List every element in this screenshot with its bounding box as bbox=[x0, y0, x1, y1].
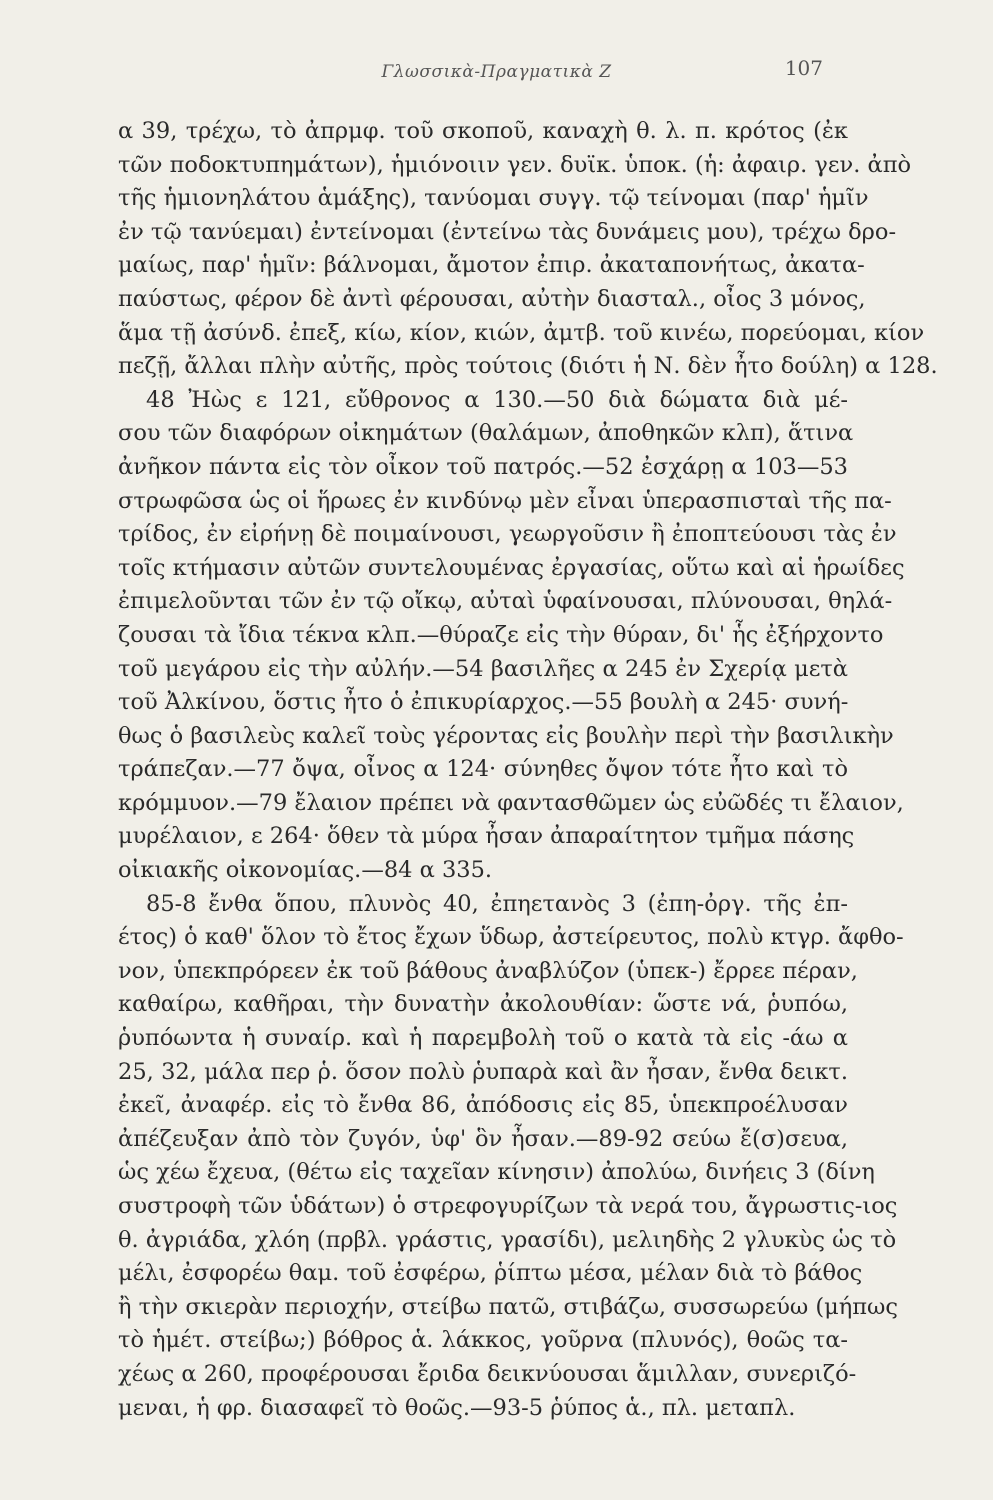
commentary-text bbox=[118, 115, 938, 1425]
text-line: κρόμμυον.—79 ἔλαιον πρέπει νὰ φαντασθῶμεν ὡς εὐῶδές τι ἔλαιον, bbox=[118, 789, 904, 816]
text-line: τρίδος, ἐν εἰρήνῃ δὲ ποιμαίνουσι, γεωργοῦσιν ἢ ἐποπτεύουσι τὰς ἐν bbox=[118, 521, 897, 548]
text-line: σου τῶν διαφόρων οἰκημάτων (θαλάμων, ἀποθηκῶν κλπ), ἅτινα bbox=[118, 420, 854, 447]
running-title: Γλωσσικὰ-Πραγματικὰ Ζ bbox=[381, 62, 612, 82]
text-line: θως ὁ βασιλεὺς καλεῖ τοὺς γέροντας εἰς βουλὴν περὶ τὴν βασιλικὴν bbox=[118, 722, 894, 749]
text-line: τράπεζαν.—77 ὄψα, οἶνος α 124· σύνηθες ὄψον τότε ἦτο καὶ τὸ bbox=[118, 756, 848, 783]
text-line: στρωφῶσα ὡς οἱ ἥρωες ἐν κινδύνῳ μὲν εἶναι ὑπερασπισταὶ τῆς πα- bbox=[118, 487, 892, 514]
text-line: ἐν τῷ τανύεμαι) ἐντείνομαι (ἐντείνω τὰς δυνάμεις μου), τρέχω δρο- bbox=[118, 218, 897, 245]
text-line: 85-8 ἔνθα ὅπου, πλυνὸς 40, ἐπηετανὸς 3 (ἐπη-ὀργ. τῆς ἐπ- bbox=[146, 890, 848, 917]
text-line: α 39, τρέχω, τὸ ἀπρμφ. τοῦ σκοποῦ, καναχὴ θ. λ. π. κρότος (ἐκ bbox=[118, 118, 848, 144]
text-line: ἐκεῖ, ἀναφέρ. εἰς τὸ ἔνθα 86, ἀπόδοσις εἰς 85, ὑπεκπροέλυσαν bbox=[118, 1092, 848, 1119]
text-line: καθαίρω, καθῆραι, τὴν δυνατὴν ἀκολουθίαν: ὥστε νά, ῥυπόω, bbox=[118, 991, 848, 1018]
text-line: ὡς χέω ἔχευα, (θέτω εἰς ταχεῖαν κίνησιν) ἀπολύω, δινήεις 3 (δίνη bbox=[118, 1159, 875, 1186]
text-line: μεναι, ἡ φρ. διασαφεῖ τὸ θοῶς.—93-5 ῥύπος ἁ., πλ. μεταπλ. bbox=[118, 1394, 796, 1421]
page-number: 107 bbox=[784, 56, 823, 80]
text-line: οἰκιακῆς οἰκονομίας.—84 α 335. bbox=[118, 857, 493, 884]
text-line: τῆς ἡμιονηλάτου ἁμάξης), τανύομαι συγγ. τῷ τείνομαι (παρ' ἡμῖν bbox=[118, 185, 869, 212]
text-line: θ. ἀγριάδα, χλόη (πρβλ. γράστις, γρασίδι), μελιηδὴς 2 γλυκὺς ὡς τὸ bbox=[118, 1226, 897, 1253]
text-line: πεζῇ, ἄλλαι πλὴν αὐτῆς, πρὸς τούτοις (διότι ἡ Ν. δὲν ἦτο δούλη) α 128. bbox=[118, 353, 938, 380]
text-line: ἅμα τῇ ἀσύνδ. ἐπεξ, κίω, κίον, κιών, ἀμτβ. τοῦ κινέω, πορεύομαι, κίον bbox=[118, 319, 925, 346]
text-line: χέως α 260, προφέρουσαι ἔριδα δεικνύουσαι ἅμιλλαν, συνεριζό- bbox=[118, 1360, 857, 1387]
text-line: τοῦ Ἀλκίνου, ὅστις ἦτο ὁ ἐπικυρίαρχος.—55 βουλὴ α 245· συνή- bbox=[118, 689, 849, 716]
text-line: ἀπέζευξαν ἀπὸ τὸν ζυγόν, ὑφ' ὃν ἦσαν.—89-92 σεύω ἔ(σ)σευα, bbox=[118, 1125, 848, 1152]
text-line: συστροφὴ τῶν ὑδάτων) ὁ στρεφογυρίζων τὰ νερά του, ἄγρωστις-ιος bbox=[118, 1193, 898, 1219]
text-line: ῥυπόωντα ἡ συναίρ. καὶ ἡ παρεμβολὴ τοῦ ο κατὰ τὰ εἰς -άω α bbox=[118, 1025, 848, 1052]
text-line: τοῖς κτήμασιν αὐτῶν συντελουμένας ἐργασίας, οὕτω καὶ αἱ ἡρωίδες bbox=[118, 554, 905, 581]
text-line: παύστως, φέρον δὲ ἀντὶ φέρουσαι, αὐτὴν διασταλ., οἶος 3 μόνος, bbox=[118, 285, 866, 312]
text-line: 25, 32, μάλα περ ῥ. ὅσον πολὺ ῥυπαρὰ καὶ ἂν ἦσαν, ἔνθα δεικτ. bbox=[118, 1058, 848, 1085]
text-line: τοῦ μεγάρου εἰς τὴν αὐλήν.—54 βασιλῆες α 245 ἐν Σχερίᾳ μετὰ bbox=[118, 655, 848, 682]
text-line: έτος) ὁ καθ' ὅλον τὸ ἔτος ἔχων ὕδωρ, ἀστείρευτος, πολὺ κτγρ. ἄφθο- bbox=[118, 924, 904, 951]
text-line: ἢ τὴν σκιερὰν περιοχήν, στείβω πατῶ, στιβάζω, συσσωρεύω (μήπως bbox=[118, 1293, 899, 1320]
text-line: ζουσαι τὰ ἴδια τέκνα κλπ.—θύραζε εἰς τὴν θύραν, δι' ἧς ἐξήρχοντο bbox=[118, 621, 884, 648]
text-line: μέλι, ἐσφορέω θαμ. τοῦ ἐσφέρω, ῥίπτω μέσα, μέλαν διὰ τὸ βάθος bbox=[118, 1260, 863, 1287]
text-line: 48 Ἠὼς ε 121, εὔθρονος α 130.—50 διὰ δώματα διὰ μέ- bbox=[146, 386, 848, 413]
text-line: μυρέλαιον, ε 264· ὅθεν τὰ μύρα ἦσαν ἀπαραίτητον τμῆμα πάσης bbox=[118, 823, 855, 850]
text-line: τῶν ποδοκτυπημάτων), ἡμιόνοιιν γεν. δυϊκ. ὑποκ. (ἡ: ἀφαιρ. γεν. ἀπὸ bbox=[118, 151, 912, 178]
text-line: μαίως, παρ' ἡμῖν: βάλνομαι, ἄμοτον ἐπιρ. ἀκαταπονήτως, ἀκατα- bbox=[118, 252, 865, 279]
text-line: ἐπιμελοῦνται τῶν ἐν τῷ οἴκῳ, αὐταὶ ὑφαίνουσαι, πλύνουσαι, θηλά- bbox=[118, 588, 893, 615]
text-line: ἀνῆκον πάντα εἰς τὸν οἶκον τοῦ πατρός.—52 ἐσχάρῃ α 103—53 bbox=[118, 453, 848, 480]
text-line: τὸ ἡμέτ. στείβω;) βόθρος ἁ. λάκκος, γοῦρνα (πλυνός), θοῶς τα- bbox=[118, 1327, 848, 1354]
text-line: νον, ὑπεκπρόρεεν ἐκ τοῦ βάθους ἀναβλύζον (ὑπεκ-) ἔρρεε πέραν, bbox=[118, 957, 858, 984]
